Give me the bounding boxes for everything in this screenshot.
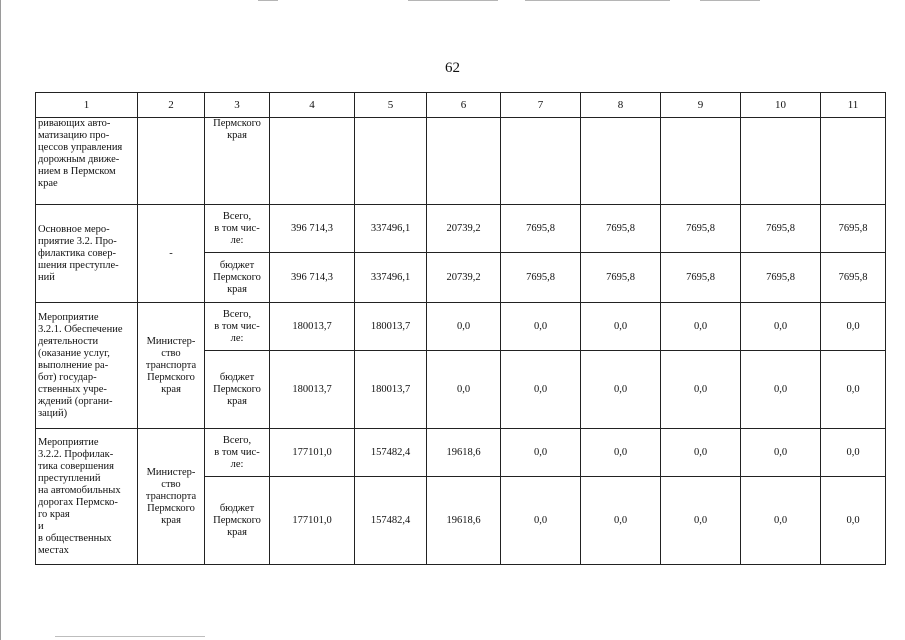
funding-source: бюджет Пермского края	[205, 253, 270, 303]
value-cell: 0,0	[501, 429, 581, 477]
value-cell: 0,0	[501, 477, 581, 565]
executor-cell: -	[138, 205, 205, 303]
executor-cell: Министер- ство транспорта Пермского края	[138, 429, 205, 565]
value-cell: 396 714,3	[270, 205, 355, 253]
table-cell	[821, 118, 886, 205]
column-header: 9	[661, 93, 741, 118]
value-cell: 0,0	[741, 477, 821, 565]
value-cell: 0,0	[501, 351, 581, 429]
value-cell: 177101,0	[270, 429, 355, 477]
scan-artifact	[525, 0, 670, 1]
header-row	[36, 93, 886, 118]
funding-source: Пермского края	[205, 118, 270, 205]
funding-source: бюджет Пермского края	[205, 351, 270, 429]
column-header: 6	[427, 93, 501, 118]
table-cell	[661, 118, 741, 205]
value-cell: 20739,2	[427, 253, 501, 303]
funding-source: Всего, в том чис- ле:	[205, 429, 270, 477]
scan-artifact	[258, 0, 278, 1]
value-cell: 0,0	[741, 351, 821, 429]
budget-table	[35, 92, 886, 565]
value-cell: 0,0	[821, 429, 886, 477]
column-header: 7	[501, 93, 581, 118]
value-cell: 0,0	[821, 477, 886, 565]
scan-artifact	[700, 0, 760, 1]
value-cell: 0,0	[501, 303, 581, 351]
value-cell: 0,0	[427, 351, 501, 429]
value-cell: 337496,1	[355, 205, 427, 253]
value-cell: 7695,8	[741, 253, 821, 303]
value-cell: 19618,6	[427, 477, 501, 565]
column-header: 4	[270, 93, 355, 118]
measure-name: Основное меро- приятие 3.2. Про- филактика совер- шения преступле- ний	[36, 205, 138, 303]
value-cell: 396 714,3	[270, 253, 355, 303]
executor-cell: Министер- ство транспорта Пермского края	[138, 303, 205, 429]
table-row	[36, 118, 886, 205]
value-cell: 157482,4	[355, 477, 427, 565]
value-cell: 7695,8	[821, 253, 886, 303]
measure-name: Мероприятие 3.2.2. Профилак- тика совершения преступлений на автомобильных дорогах Пермско- го края и в общественных местах	[36, 429, 138, 565]
column-header: 5	[355, 93, 427, 118]
value-cell: 0,0	[661, 303, 741, 351]
value-cell: 7695,8	[661, 253, 741, 303]
value-cell: 180013,7	[270, 303, 355, 351]
funding-source: Всего, в том чис- ле:	[205, 303, 270, 351]
table-row	[36, 303, 886, 351]
value-cell: 337496,1	[355, 253, 427, 303]
value-cell: 7695,8	[821, 205, 886, 253]
value-cell: 180013,7	[355, 303, 427, 351]
value-cell: 180013,7	[270, 351, 355, 429]
table-cell	[270, 118, 355, 205]
value-cell: 7695,8	[501, 205, 581, 253]
column-header: 3	[205, 93, 270, 118]
value-cell: 0,0	[581, 303, 661, 351]
value-cell: 0,0	[661, 351, 741, 429]
value-cell: 157482,4	[355, 429, 427, 477]
value-cell: 0,0	[427, 303, 501, 351]
column-header: 11	[821, 93, 886, 118]
column-header: 8	[581, 93, 661, 118]
table-row	[36, 429, 886, 477]
value-cell: 0,0	[661, 429, 741, 477]
column-header: 10	[741, 93, 821, 118]
value-cell: 177101,0	[270, 477, 355, 565]
table-cell	[581, 118, 661, 205]
measure-name: ривающих авто- матизацию про- цессов управления дорожным движе- нием в Пермском крае	[36, 118, 138, 205]
value-cell: 7695,8	[581, 205, 661, 253]
value-cell: 0,0	[741, 429, 821, 477]
scan-artifact	[408, 0, 498, 1]
column-header: 2	[138, 93, 205, 118]
table-cell	[741, 118, 821, 205]
funding-source: бюджет Пермского края	[205, 477, 270, 565]
scan-artifact	[55, 636, 205, 637]
value-cell: 0,0	[741, 303, 821, 351]
value-cell: 7695,8	[741, 205, 821, 253]
value-cell: 0,0	[581, 351, 661, 429]
value-cell: 0,0	[581, 429, 661, 477]
table-cell	[427, 118, 501, 205]
value-cell: 19618,6	[427, 429, 501, 477]
value-cell: 0,0	[821, 303, 886, 351]
measure-name: Мероприятие 3.2.1. Обеспечение деятельности (оказание услуг, выполнение ра- бот) государ- ственных учре- ждений (органи- заций)	[36, 303, 138, 429]
value-cell: 7695,8	[501, 253, 581, 303]
table-cell	[355, 118, 427, 205]
value-cell: 7695,8	[581, 253, 661, 303]
table-cell	[501, 118, 581, 205]
value-cell: 180013,7	[355, 351, 427, 429]
value-cell: 7695,8	[661, 205, 741, 253]
value-cell: 0,0	[821, 351, 886, 429]
value-cell: 20739,2	[427, 205, 501, 253]
column-header: 1	[36, 93, 138, 118]
value-cell: 0,0	[661, 477, 741, 565]
value-cell: 0,0	[581, 477, 661, 565]
table-row	[36, 205, 886, 253]
executor-cell	[138, 118, 205, 205]
page-number: 62	[445, 60, 460, 76]
scan-edge	[0, 0, 1, 640]
funding-source: Всего, в том чис- ле:	[205, 205, 270, 253]
